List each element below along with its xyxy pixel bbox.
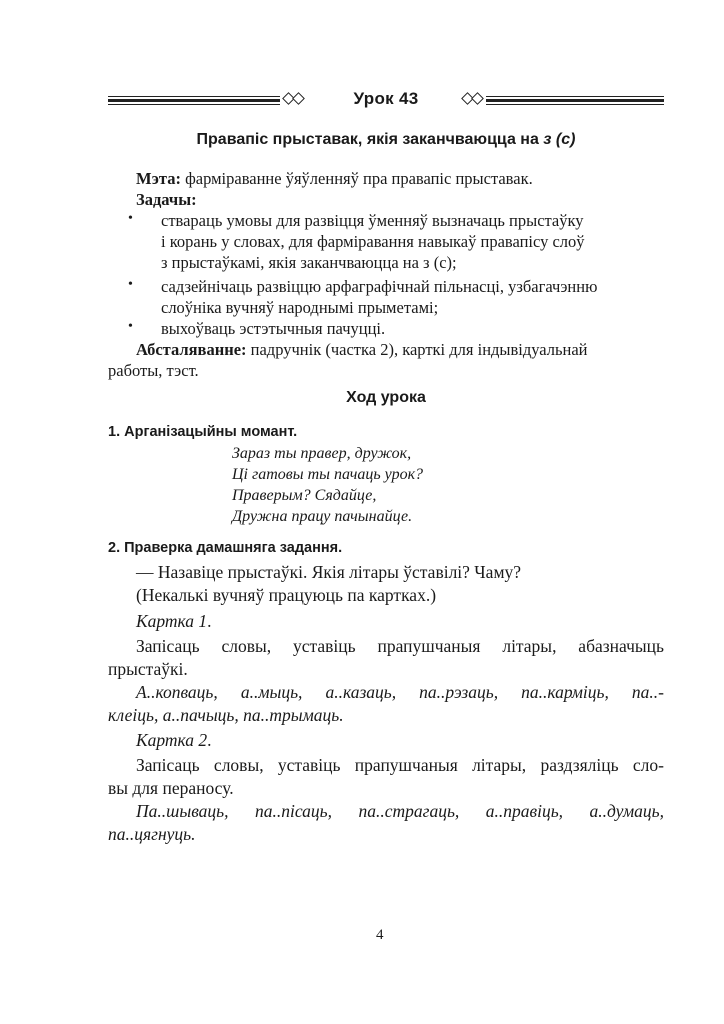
card-2-task-line-2: вы для пераносу.: [108, 778, 234, 798]
poem-line-1: Зараз ты правер, дружок,: [232, 445, 412, 462]
card-2-words-line-1: Па..шываць, па..пісаць, па..страгаць, а..правіць, а..думаць,: [136, 801, 664, 821]
bullet-1: •: [128, 211, 133, 226]
task-item-3-line-1: выхоўваць эстэтычныя пачуцці.: [161, 319, 386, 338]
task-item-2: [161, 276, 666, 318]
card-1-words-line-2: клеіць, а..пачыць, па..трымаць.: [108, 705, 344, 725]
card-1-task-line-1: Запісаць словы, уставіць прапушчаныя літары, абазначыць: [136, 636, 664, 656]
tasks-label: Задачы:: [136, 190, 197, 209]
page-number: 4: [376, 927, 384, 943]
card-2-task-line-1: Запісаць словы, уставіць прапушчаныя літары, раздзяліць сло-: [136, 755, 664, 775]
card-2-words-line-2: па..цягнуць.: [108, 824, 196, 844]
task-item-3: [161, 318, 666, 339]
poem-line-4: Дружна працу пачынайце.: [232, 508, 413, 525]
poem: [232, 443, 423, 527]
section-2-question: — Назавіце прыстаўкі. Якія літары ўставілі? Чаму?: [136, 562, 522, 582]
topic-title-main: Правапіс прыставак, якія заканчваюцца на: [196, 131, 544, 148]
goal-label: Мэта:: [136, 169, 181, 188]
poem-line-2: Ці гатовы ты пачаць урок?: [232, 466, 424, 483]
task-item-1-line-3: з прыстаўкамі, якія заканчваюцца на з (с);: [161, 253, 457, 272]
section-2-note: (Некалькі вучняў працуюць па картках.): [136, 585, 437, 605]
bullet-3: •: [128, 319, 133, 334]
task-item-2-line-1: садзейнічаць развіццю арфаграфічнай пільнасці, узбагачэнню: [161, 277, 598, 296]
lesson-flow-title: Ход урока: [346, 389, 426, 406]
equipment-label: Абсталяванне:: [136, 340, 247, 359]
right-ornament-line: [486, 96, 664, 106]
lesson-title: Урок 43: [353, 89, 419, 108]
card-2-label: [136, 729, 212, 752]
section-1-heading: 1. Арганізацыйны момант.: [108, 424, 298, 440]
equipment-text-line-2: работы, тэст.: [108, 361, 199, 380]
card-1-task-line-2: прыстаўкі.: [108, 659, 188, 679]
card-1-label: [136, 610, 212, 633]
goal-line: [136, 168, 666, 189]
task-item-1: [161, 210, 666, 273]
task-item-2-line-2: слоўніка вучняў народнымі прыметамі;: [161, 298, 439, 317]
topic-title-italic: з (с): [543, 131, 576, 148]
card-2-label-dot: .: [207, 730, 212, 750]
card-2-label-text: Картка 2: [136, 730, 208, 750]
card-1-label-dot: .: [207, 611, 212, 631]
topic-title: [108, 131, 664, 149]
equipment-text-line-1: падручнік (частка 2), карткі для індывідуальнай: [246, 340, 588, 359]
card-1-label-text: Картка 1: [136, 611, 208, 631]
bullet-2: •: [128, 277, 133, 292]
lesson-header: [108, 88, 664, 114]
goal-text: фарміраванне ўяўленняў пра правапіс прыставак.: [180, 169, 533, 188]
equipment-line: [136, 339, 666, 360]
poem-line-3: Праверым? Сядайце,: [232, 487, 377, 504]
task-item-1-line-1: ствараць умовы для развіцця ўменняў вызначаць прыстаўку: [161, 211, 584, 230]
section-2-heading: 2. Праверка дамашняга задання.: [108, 540, 343, 556]
task-item-1-line-2: і корань у словах, для фарміравання навыкаў правапісу слоў: [161, 232, 585, 251]
card-1-words-line-1: А..копваць, а..мыць, а..казаць, па..рэзаць, па..карміць, па..-: [136, 682, 664, 702]
